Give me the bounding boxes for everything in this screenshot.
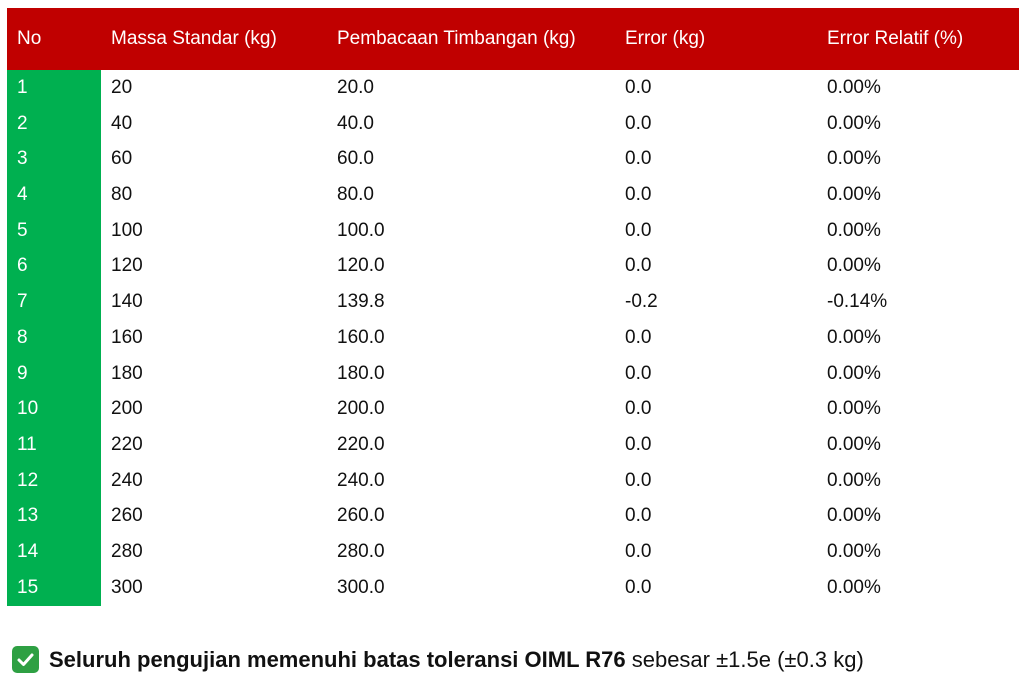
cell-error-relatif: 0.00%: [827, 184, 881, 206]
cell-error: 0.0: [625, 184, 652, 206]
cell-pembacaan: 120.0: [337, 255, 385, 277]
cell-massa-standar: 280: [111, 541, 143, 563]
cell-error-relatif: -0.14%: [827, 291, 888, 313]
table-row: [7, 284, 1019, 320]
cell-massa-standar: 60: [111, 148, 133, 170]
cell-no: 6: [7, 249, 101, 285]
cell-error-relatif: 0.00%: [827, 398, 881, 420]
cell-error: 0.0: [625, 541, 652, 563]
cell-error: 0.0: [625, 576, 652, 598]
header-massa-standar: Massa Standar (kg): [111, 28, 277, 49]
cell-error: 0.0: [625, 434, 652, 456]
table-row: [7, 463, 1019, 499]
cell-massa-standar: 260: [111, 505, 143, 527]
cell-no: 3: [7, 141, 101, 177]
cell-no: 10: [7, 391, 101, 427]
table-row: [7, 320, 1019, 356]
table-row: [7, 70, 1019, 106]
cell-no: 15: [7, 570, 101, 606]
cell-pembacaan: 200.0: [337, 398, 385, 420]
header-error: Error (kg): [625, 28, 706, 49]
table-header-row: [7, 8, 1019, 70]
cell-error: 0.0: [625, 112, 652, 134]
cell-pembacaan: 260.0: [337, 505, 385, 527]
cell-error: 0.0: [625, 398, 652, 420]
cell-massa-standar: 100: [111, 219, 143, 241]
cell-error-relatif: 0.00%: [827, 326, 881, 348]
table-row: [7, 106, 1019, 142]
table-row: [7, 570, 1019, 606]
cell-massa-standar: 80: [111, 184, 133, 206]
cell-massa-standar: 120: [111, 255, 143, 277]
cell-error: 0.0: [625, 219, 652, 241]
cell-pembacaan: 220.0: [337, 434, 385, 456]
cell-error-relatif: 0.00%: [827, 576, 881, 598]
cell-error: 0.0: [625, 255, 652, 277]
cell-pembacaan: 40.0: [337, 112, 374, 134]
cell-no: 5: [7, 213, 101, 249]
cell-error: 0.0: [625, 326, 652, 348]
table-row: [7, 534, 1019, 570]
cell-massa-standar: 140: [111, 291, 143, 313]
cell-massa-standar: 40: [111, 112, 133, 134]
cell-error: 0.0: [625, 505, 652, 527]
cell-error-relatif: 0.00%: [827, 255, 881, 277]
table-row: [7, 249, 1019, 285]
calibration-table: [7, 8, 1019, 606]
cell-error-relatif: 0.00%: [827, 541, 881, 563]
table-row: [7, 141, 1019, 177]
cell-error-relatif: 0.00%: [827, 505, 881, 527]
cell-error-relatif: 0.00%: [827, 148, 881, 170]
check-mark-icon: [12, 646, 39, 673]
cell-error: 0.0: [625, 76, 652, 98]
cell-no: 8: [7, 320, 101, 356]
table-row: [7, 391, 1019, 427]
cell-pembacaan: 280.0: [337, 541, 385, 563]
note-bold-text: Seluruh pengujian memenuhi batas toleransi OIML R76: [49, 646, 626, 672]
cell-massa-standar: 300: [111, 576, 143, 598]
cell-pembacaan: 160.0: [337, 326, 385, 348]
cell-no: 13: [7, 499, 101, 535]
cell-massa-standar: 180: [111, 362, 143, 384]
cell-massa-standar: 240: [111, 469, 143, 491]
cell-pembacaan: 100.0: [337, 219, 385, 241]
cell-error-relatif: 0.00%: [827, 76, 881, 98]
cell-no: 4: [7, 177, 101, 213]
cell-no: 1: [7, 70, 101, 106]
cell-error-relatif: 0.00%: [827, 112, 881, 134]
table-row: [7, 499, 1019, 535]
table-row: [7, 177, 1019, 213]
cell-error: 0.0: [625, 469, 652, 491]
cell-massa-standar: 220: [111, 434, 143, 456]
cell-pembacaan: 80.0: [337, 184, 374, 206]
header-pembacaan-timbangan: Pembacaan Timbangan (kg): [337, 28, 576, 49]
cell-no: 14: [7, 534, 101, 570]
cell-no: 9: [7, 356, 101, 392]
cell-pembacaan: 60.0: [337, 148, 374, 170]
cell-no: 2: [7, 106, 101, 142]
cell-pembacaan: 240.0: [337, 469, 385, 491]
table-row: [7, 427, 1019, 463]
note-rest-text: sebesar ±1.5e (±0.3 kg): [625, 646, 864, 672]
cell-pembacaan: 300.0: [337, 576, 385, 598]
table-row: [7, 356, 1019, 392]
header-no: No: [17, 28, 42, 49]
cell-no: 11: [7, 427, 101, 463]
cell-no: 12: [7, 463, 101, 499]
table-row: [7, 213, 1019, 249]
cell-pembacaan: 180.0: [337, 362, 385, 384]
cell-no: 7: [7, 284, 101, 320]
cell-error: 0.0: [625, 362, 652, 384]
cell-pembacaan: 20.0: [337, 76, 374, 98]
cell-error-relatif: 0.00%: [827, 219, 881, 241]
cell-error: -0.2: [625, 291, 658, 313]
tolerance-note: [12, 646, 864, 673]
header-error-relatif: Error Relatif (%): [827, 28, 964, 49]
cell-error-relatif: 0.00%: [827, 362, 881, 384]
cell-massa-standar: 20: [111, 76, 133, 98]
cell-massa-standar: 160: [111, 326, 143, 348]
cell-error-relatif: 0.00%: [827, 469, 881, 491]
cell-error: 0.0: [625, 148, 652, 170]
cell-pembacaan: 139.8: [337, 291, 385, 313]
cell-massa-standar: 200: [111, 398, 143, 420]
cell-error-relatif: 0.00%: [827, 434, 881, 456]
